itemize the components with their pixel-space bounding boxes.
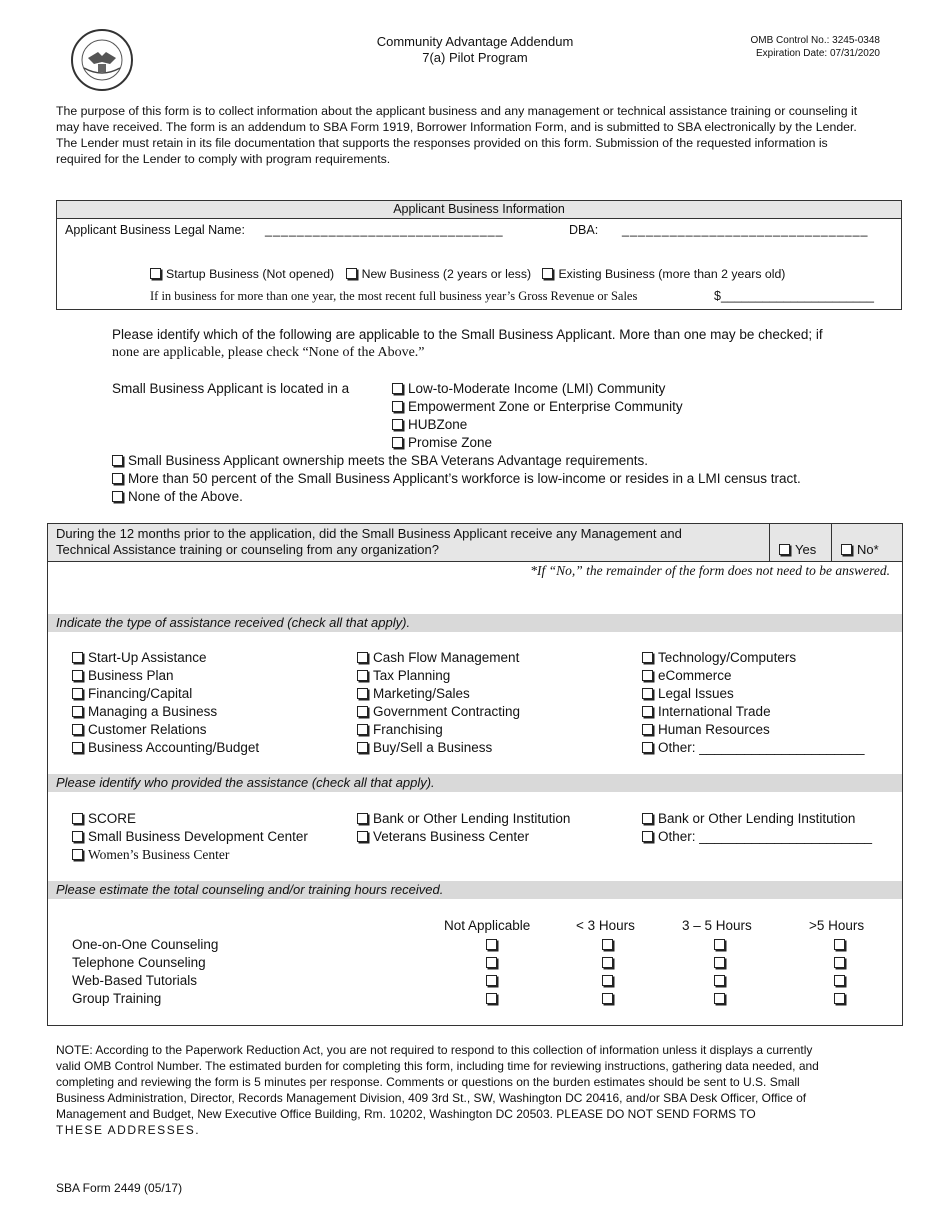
other-provider-field[interactable]: _______________________ — [699, 829, 872, 844]
option-label: Other: — [658, 740, 696, 755]
veterans-business-center-option[interactable] — [357, 828, 570, 846]
checkbox-icon[interactable] — [602, 975, 613, 986]
assistance-types-col2 — [357, 649, 520, 757]
checkbox-icon[interactable] — [392, 383, 403, 394]
note-line: NOTE: According to the Paperwork Reduction Act, you are not required to respond to this collection of information unless it displays a currently — [56, 1043, 813, 1057]
marketing-sales-option[interactable] — [357, 685, 520, 703]
hours-col-not-applicable: Not Applicable — [444, 918, 531, 933]
ecommerce-option[interactable] — [642, 667, 864, 685]
option-label: Tax Planning — [373, 668, 451, 683]
womens-business-center-option[interactable] — [72, 846, 308, 864]
assistance-types-col3 — [642, 649, 864, 757]
hours-col-over-5: >5 Hours — [809, 918, 865, 933]
assistance-question-2: Technical Assistance training or counseling from any organization? — [56, 542, 439, 557]
business-plan-option[interactable] — [72, 667, 259, 685]
assistance-question: During the 12 months prior to the application, did the Small Business Applicant receive any Management and — [56, 526, 682, 541]
legal-name-label: Applicant Business Legal Name: — [65, 223, 245, 237]
option-label: Low-to-Moderate Income (LMI) Community — [408, 381, 666, 396]
assistance-types-col1 — [72, 649, 259, 757]
checkbox-icon[interactable] — [112, 455, 123, 466]
bank-lending-option[interactable] — [357, 810, 570, 828]
checkbox-icon[interactable] — [112, 473, 123, 484]
note-line: completing and reviewing the form is 5 minutes per response. Comments or questions on the burden estimates should be sent to U.S. Small — [56, 1075, 800, 1089]
hours-heading: Please estimate the total counseling and/or training hours received. — [48, 881, 902, 899]
provider-heading: Please identify who provided the assistance (check all that apply). — [48, 774, 902, 792]
checkbox-icon[interactable] — [642, 724, 653, 735]
option-label: Business Accounting/Budget — [88, 740, 260, 755]
checkbox-icon[interactable] — [357, 742, 368, 753]
checkbox-icon[interactable] — [72, 831, 83, 842]
lmi-workforce-option[interactable] — [112, 470, 801, 488]
option-label: New Business (2 years or less) — [361, 267, 532, 281]
checkbox-icon[interactable] — [834, 939, 845, 950]
startup-business-option[interactable] — [150, 267, 334, 281]
form-subtitle: 7(a) Pilot Program — [422, 50, 528, 65]
checkbox-icon[interactable] — [392, 419, 403, 430]
option-label: Customer Relations — [88, 722, 207, 737]
checkbox-icon[interactable] — [72, 742, 83, 753]
checkbox-icon[interactable] — [642, 813, 653, 824]
no-option[interactable] — [841, 542, 879, 557]
human-resources-option[interactable] — [642, 721, 864, 739]
legal-issues-option[interactable] — [642, 685, 864, 703]
sbdc-option[interactable] — [72, 828, 308, 846]
checkbox-icon[interactable] — [72, 813, 83, 824]
checkbox-icon[interactable] — [72, 652, 83, 663]
gross-revenue-label: If in business for more than one year, the most recent full business year’s Gross Revenue or Sales — [150, 289, 638, 303]
option-label: Technology/Computers — [658, 650, 797, 665]
intro-line: required for the Lender to comply with program requirements. — [56, 152, 391, 166]
checkbox-icon[interactable] — [841, 544, 852, 555]
checkbox-icon[interactable] — [112, 491, 123, 502]
business-status-options — [150, 267, 785, 281]
checkbox-icon[interactable] — [150, 268, 161, 279]
checkbox-icon[interactable] — [486, 939, 497, 950]
applicability-instructions: Please identify which of the following are applicable to the Small Business Applicant. More than one may be checked; if — [112, 327, 823, 342]
option-label: Financing/Capital — [88, 686, 193, 701]
legal-name-field[interactable]: ______________________________ — [265, 223, 504, 237]
checkbox-icon[interactable] — [357, 652, 368, 663]
checkbox-icon[interactable] — [72, 706, 83, 717]
checkbox-icon[interactable] — [602, 993, 613, 1004]
managing-business-option[interactable] — [72, 703, 259, 721]
option-label: Empowerment Zone or Enterprise Community — [408, 399, 683, 414]
option-label: Bank or Other Lending Institution — [658, 811, 856, 826]
option-label: More than 50 percent of the Small Business Applicant’s workforce is low-income or resides in a LMI census tract. — [128, 471, 801, 486]
checkbox-icon[interactable] — [357, 724, 368, 735]
hours-col-under-3: < 3 Hours — [576, 918, 635, 933]
option-label: Small Business Applicant ownership meets the SBA Veterans Advantage requirements. — [128, 453, 649, 468]
franchising-option[interactable] — [357, 721, 520, 739]
applicant-info-heading: Applicant Business Information — [57, 201, 901, 219]
new-business-option[interactable] — [346, 267, 531, 281]
hubzone-option[interactable] — [392, 416, 683, 434]
option-label: Buy/Sell a Business — [373, 740, 493, 755]
sba-seal — [70, 28, 134, 92]
checkbox-icon[interactable] — [602, 939, 613, 950]
hours-row-label: One-on-One Counseling — [72, 937, 219, 952]
option-label: Veterans Business Center — [373, 829, 530, 844]
business-accounting-option[interactable] — [72, 739, 259, 757]
checkbox-icon[interactable] — [642, 652, 653, 663]
option-label: International Trade — [658, 704, 771, 719]
option-label: None of the Above. — [128, 489, 243, 504]
intro-paragraph — [56, 103, 916, 167]
technology-option[interactable] — [642, 649, 864, 667]
checkbox-icon[interactable] — [357, 831, 368, 842]
checkbox-icon[interactable] — [642, 688, 653, 699]
yes-option[interactable] — [779, 542, 816, 557]
intro-line: The purpose of this form is to collect information about the applicant business and any management or technical assistance training or counseling it — [56, 104, 858, 118]
option-label: Bank or Other Lending Institution — [373, 811, 571, 826]
checkbox-icon[interactable] — [357, 813, 368, 824]
checkbox-icon[interactable] — [357, 688, 368, 699]
score-option[interactable] — [72, 810, 308, 828]
checkbox-icon[interactable] — [779, 544, 790, 555]
checkbox-icon[interactable] — [714, 939, 725, 950]
empowerment-zone-option[interactable] — [392, 398, 683, 416]
checkbox-icon[interactable] — [486, 993, 497, 1004]
checkbox-icon[interactable] — [392, 401, 403, 412]
dba-field[interactable]: _______________________________ — [622, 223, 869, 237]
option-label: Cash Flow Management — [373, 650, 520, 665]
option-label: Startup Business (Not opened) — [166, 267, 335, 281]
intro-line: The Lender must retain in its file documentation that supports the responses provided on this form. Submission of the requested information is — [56, 136, 828, 150]
lmi-community-option[interactable] — [392, 380, 683, 398]
customer-relations-option[interactable] — [72, 721, 259, 739]
existing-business-option[interactable] — [542, 267, 785, 281]
applicability-other-options — [112, 452, 801, 506]
other-provider-option[interactable] — [642, 828, 872, 846]
note-line: Business Administration, Director, Records Management Division, 409 3rd St., SW, Washington DC 20416, and/or SBA Desk Officer, Office of — [56, 1091, 807, 1105]
option-label: Small Business Development Center — [88, 829, 308, 844]
tax-planning-option[interactable] — [357, 667, 520, 685]
checkbox-icon[interactable] — [834, 975, 845, 986]
note-line: THESE ADDRESSES. — [56, 1123, 201, 1137]
option-label: Business Plan — [88, 668, 174, 683]
checkbox-icon[interactable] — [834, 957, 845, 968]
assistance-question-row — [48, 524, 902, 562]
expiration-date: Expiration Date: 07/31/2020 — [756, 48, 880, 59]
hours-row-label: Telephone Counseling — [72, 955, 206, 970]
omb-control: OMB Control No.: 3245-0348 — [750, 35, 880, 46]
option-label: Government Contracting — [373, 704, 521, 719]
financing-capital-option[interactable] — [72, 685, 259, 703]
checkbox-icon[interactable] — [642, 670, 653, 681]
note-line: Management and Budget, New Executive Office Building, Rm. 10202, Washington DC 20503. PLEASE DO NOT SEND FORMS TO — [56, 1107, 756, 1121]
promise-zone-option[interactable] — [392, 434, 683, 452]
option-label: Managing a Business — [88, 704, 218, 719]
buy-sell-business-option[interactable] — [357, 739, 520, 757]
assistance-box — [47, 523, 903, 1026]
hours-row-label: Web-Based Tutorials — [72, 973, 198, 988]
none-of-the-above-option[interactable] — [112, 488, 801, 506]
hours-col-3-to-5: 3 – 5 Hours — [682, 918, 752, 933]
checkbox-icon[interactable] — [346, 268, 357, 279]
option-label: Existing Business (more than 2 years old) — [558, 267, 786, 281]
option-label: eCommerce — [658, 668, 732, 683]
providers-col2 — [357, 810, 570, 846]
providers-col1 — [72, 810, 308, 864]
paperwork-reduction-note — [56, 1042, 896, 1138]
checkbox-icon[interactable] — [542, 268, 553, 279]
checkbox-icon[interactable] — [72, 688, 83, 699]
veterans-advantage-option[interactable] — [112, 452, 801, 470]
option-label: No* — [857, 542, 879, 557]
option-label: Start-Up Assistance — [88, 650, 207, 665]
checkbox-icon[interactable] — [602, 957, 613, 968]
dba-label: DBA: — [569, 223, 599, 237]
option-label: Marketing/Sales — [373, 686, 470, 701]
checkbox-icon[interactable] — [714, 957, 725, 968]
option-label: HUBZone — [408, 417, 468, 432]
option-label: Women’s Business Center — [88, 847, 230, 862]
startup-assistance-option[interactable] — [72, 649, 259, 667]
hours-rows — [72, 936, 218, 1008]
no-answer-note: *If “No,” the remainder of the form does not need to be answered. — [530, 563, 890, 578]
checkbox-icon[interactable] — [642, 831, 653, 842]
checkbox-icon[interactable] — [72, 724, 83, 735]
option-label: Yes — [795, 542, 817, 557]
checkbox-icon[interactable] — [392, 437, 403, 448]
checkbox-icon[interactable] — [714, 975, 725, 986]
intro-line: may have received. The form is an addendum to SBA Form 1919, Borrower Information Form, and is submitted to SBA electronically by the Lender. — [56, 120, 857, 134]
checkbox-icon[interactable] — [72, 849, 83, 860]
international-trade-option[interactable] — [642, 703, 864, 721]
providers-col3 — [642, 810, 872, 846]
cash-flow-option[interactable] — [357, 649, 520, 667]
checkbox-icon[interactable] — [357, 706, 368, 717]
option-label: Franchising — [373, 722, 443, 737]
checkbox-icon[interactable] — [642, 706, 653, 717]
located-in-label: Small Business Applicant is located in a — [112, 381, 350, 396]
option-label: Human Resources — [658, 722, 770, 737]
checkbox-icon[interactable] — [642, 742, 653, 753]
bank-lending-option-2[interactable] — [642, 810, 872, 828]
form-title: Community Advantage Addendum — [376, 34, 574, 49]
checkbox-icon[interactable] — [486, 975, 497, 986]
applicability-instructions-2: none are applicable, please check “None of the Above.” — [112, 345, 425, 360]
assistance-type-heading: Indicate the type of assistance received (check all that apply). — [48, 614, 902, 632]
checkbox-icon[interactable] — [834, 993, 845, 1004]
option-label: Legal Issues — [658, 686, 734, 701]
option-label: Promise Zone — [408, 435, 493, 450]
checkbox-icon[interactable] — [714, 993, 725, 1004]
other-type-field[interactable]: ______________________ — [699, 740, 865, 755]
applicant-info-box — [56, 200, 902, 310]
checkbox-icon[interactable] — [357, 670, 368, 681]
note-line: valid OMB Control Number. The estimated burden for completing this form, including time for reviewing instructions, gathering data needed, and — [56, 1059, 819, 1073]
option-label: Other: — [658, 829, 696, 844]
checkbox-icon[interactable] — [72, 670, 83, 681]
checkbox-icon[interactable] — [486, 957, 497, 968]
option-label: SCORE — [88, 811, 137, 826]
other-type-option[interactable] — [642, 739, 864, 757]
gross-revenue-field[interactable]: $______________________ — [714, 289, 874, 303]
government-contracting-option[interactable] — [357, 703, 520, 721]
form-number: SBA Form 2449 (05/17) — [56, 1181, 183, 1195]
hours-row-label: Group Training — [72, 991, 162, 1006]
location-options — [392, 380, 683, 452]
